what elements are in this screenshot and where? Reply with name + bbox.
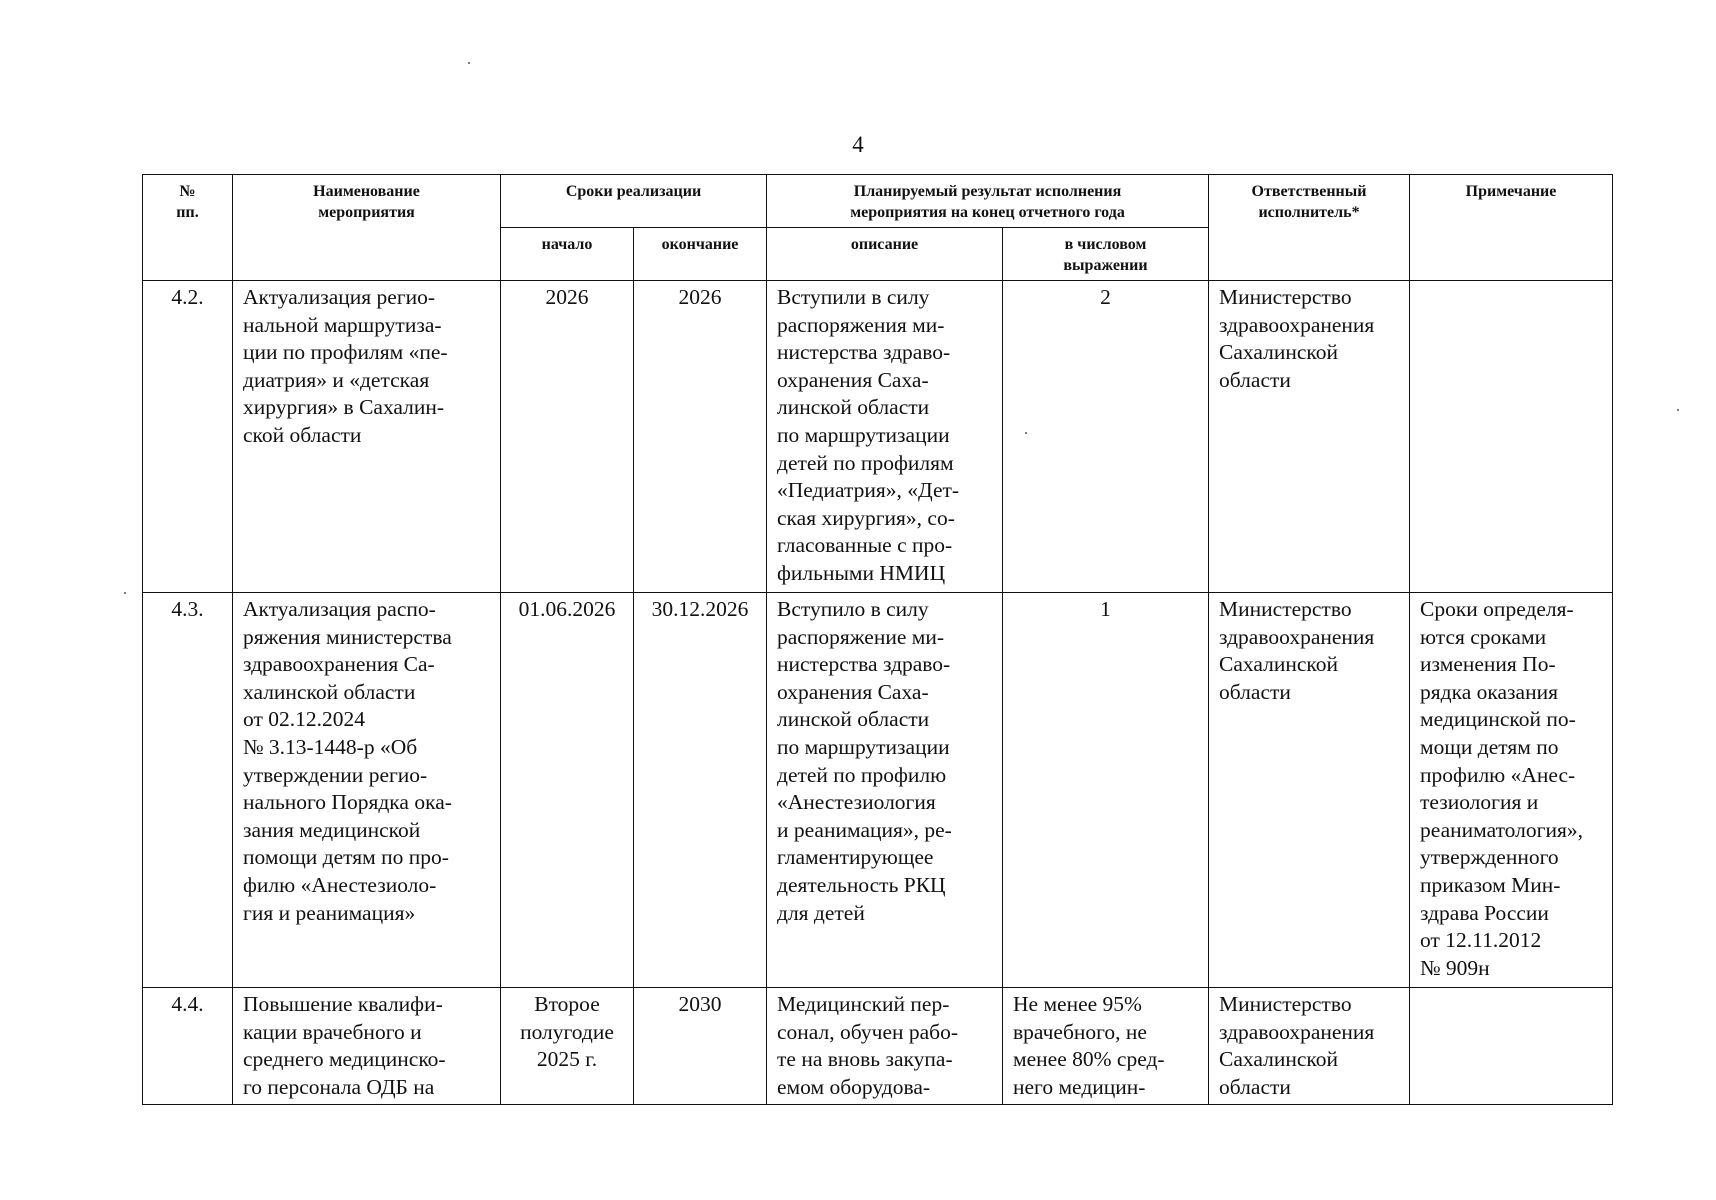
row-name: Повышение квалифи- кации врачебного и среднего медицинско- го персонала ОДБ на <box>233 988 501 1105</box>
row-responsible: Министерство здравоохранения Сахалинской области <box>1209 988 1410 1105</box>
header-timing-end: окончание <box>634 228 767 281</box>
header-name: Наименование мероприятия <box>233 175 501 281</box>
table-row <box>143 281 1613 593</box>
header-num: № пп. <box>143 175 233 281</box>
row-end: 30.12.2026 <box>634 593 767 988</box>
row-note <box>1410 988 1613 1105</box>
row-start: 01.06.2026 <box>501 593 634 988</box>
row-start: 2026 <box>501 281 634 593</box>
row-value: 2 <box>1003 281 1209 593</box>
row-start: Второе полугодие 2025 г. <box>501 988 634 1105</box>
plan-table <box>142 174 1613 1105</box>
row-value: Не менее 95% врачебного, не менее 80% сред- него медицин- <box>1003 988 1209 1105</box>
page-number: 4 <box>852 132 864 157</box>
header-responsible: Ответственный исполнитель* <box>1209 175 1410 281</box>
row-num: 4.2. <box>143 281 233 593</box>
row-note <box>1410 281 1613 593</box>
row-note: Сроки определя- ются сроками изменения По- рядка оказания медицинской по- мощи детям по профилю «Анес- тезиология и реаниматология», утвержденного приказом Мин- здрава России от 12.11.2012 № 909н <box>1410 593 1613 988</box>
scan-speck <box>1677 409 1679 411</box>
table-row <box>143 593 1613 988</box>
row-end: 2026 <box>634 281 767 593</box>
row-description: Вступило в силу распоряжение ми- нистерства здраво- охранения Саха- линской области по маршрутизации детей по профилю «Анестезиология и реанимация», ре- гламентирующее деятельность РКЦ для детей <box>767 593 1003 988</box>
row-name: Актуализация распо- ряжения министерства здравоохранения Са- халинской области от 02.12.2024 № 3.13-1448-р «Об утверждении регио- нального Порядка ока- зания медицинской помощи детям по про- филю «Анестезиоло- гия и реанимация» <box>233 593 501 988</box>
scan-speck <box>468 62 470 64</box>
row-end: 2030 <box>634 988 767 1105</box>
header-timing-start: начало <box>501 228 634 281</box>
row-description: Вступили в силу распоряжения ми- нистерства здраво- охранения Саха- линской области по маршрутизации детей по профилям «Педиатрия», «Дет- ская хирургия», со- гласованные с про- фильными НМИЦ <box>767 281 1003 593</box>
row-value: 1 <box>1003 593 1209 988</box>
row-name: Актуализация регио- нальной маршрутиза- ции по профилям «пе- диатрия» и «детская хирургия» в Сахалин- ской области <box>233 281 501 593</box>
scan-speck <box>124 592 126 594</box>
row-responsible: Министерство здравоохранения Сахалинской области <box>1209 281 1410 593</box>
header-result-numeric: в числовом выражении <box>1003 228 1209 281</box>
table-row <box>143 988 1613 1105</box>
row-responsible: Министерство здравоохранения Сахалинской области <box>1209 593 1410 988</box>
header-result: Планируемый результат исполнения мероприятия на конец отчетного года <box>767 175 1209 228</box>
row-num: 4.3. <box>143 593 233 988</box>
header-note: Примечание <box>1410 175 1613 281</box>
header-timing: Сроки реализации <box>501 175 767 228</box>
row-num: 4.4. <box>143 988 233 1105</box>
scan-speck <box>1025 432 1027 434</box>
row-description: Медицинский пер- сонал, обучен рабо- те на вновь закупа- емом оборудова- <box>767 988 1003 1105</box>
header-result-description: описание <box>767 228 1003 281</box>
